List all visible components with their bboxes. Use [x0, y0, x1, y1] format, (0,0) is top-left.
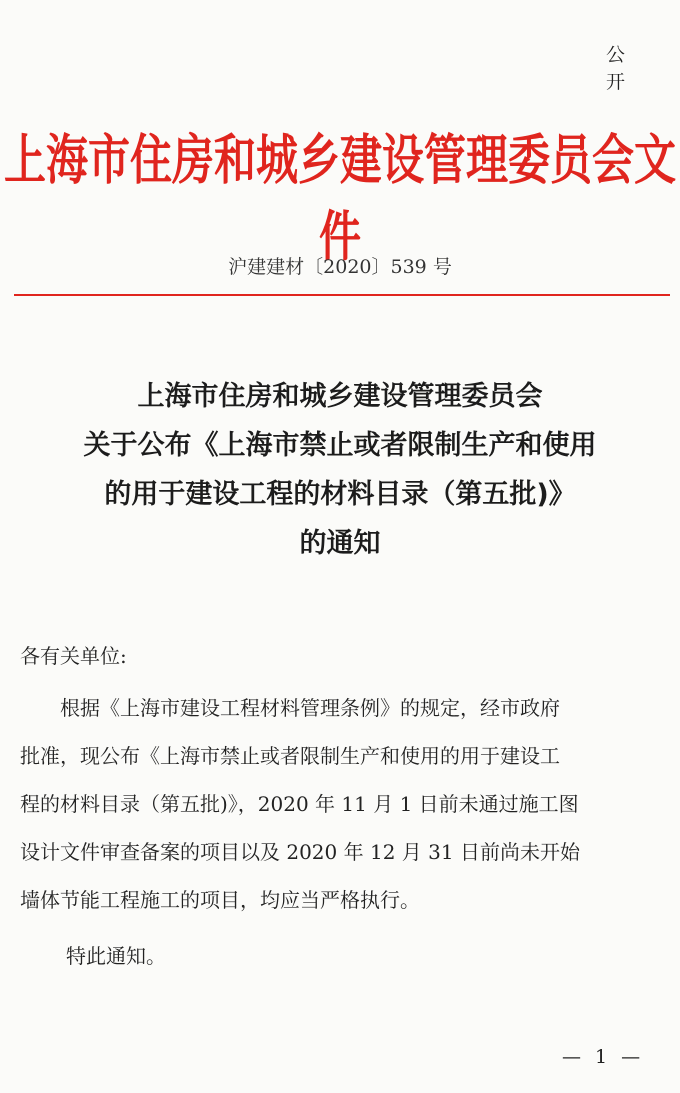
title-line-1: 上海市住房和城乡建设管理委员会: [137, 381, 543, 412]
body-paragraph: [20, 684, 668, 924]
salutation: 各有关单位:: [20, 644, 127, 668]
title-line-3: 的用于建设工程的材料目录（第五批)》: [104, 479, 576, 510]
document-number: 沪建建材〔2020〕539 号: [228, 256, 452, 278]
body-line-2: 批准，现公布《上海市禁止或者限制生产和使用的用于建设工: [20, 744, 560, 768]
public-classification-mark: 公 开: [606, 44, 638, 93]
document-title: [0, 372, 680, 568]
red-divider-line: [14, 294, 670, 296]
body-line-5: 墙体节能工程施工的项目，均应当严格执行。: [20, 888, 420, 912]
page-number: — 1 —: [562, 1046, 645, 1068]
issuing-organization-header: 上海市住房和城乡建设管理委员会文件: [3, 128, 676, 268]
body-line-4: 设计文件审查备案的项目以及 2020 年 12 月 31 日前尚未开始: [20, 840, 580, 864]
closing-remark: 特此通知。: [66, 944, 166, 968]
title-line-4: 的通知: [299, 528, 381, 559]
body-line-3: 程的材料目录（第五批)》，2020 年 11 月 1 日前未通过施工图: [20, 792, 579, 816]
title-line-2: 关于公布《上海市禁止或者限制生产和使用: [83, 430, 597, 461]
body-line-1: 根据《上海市建设工程材料管理条例》的规定，经市政府: [20, 696, 560, 720]
